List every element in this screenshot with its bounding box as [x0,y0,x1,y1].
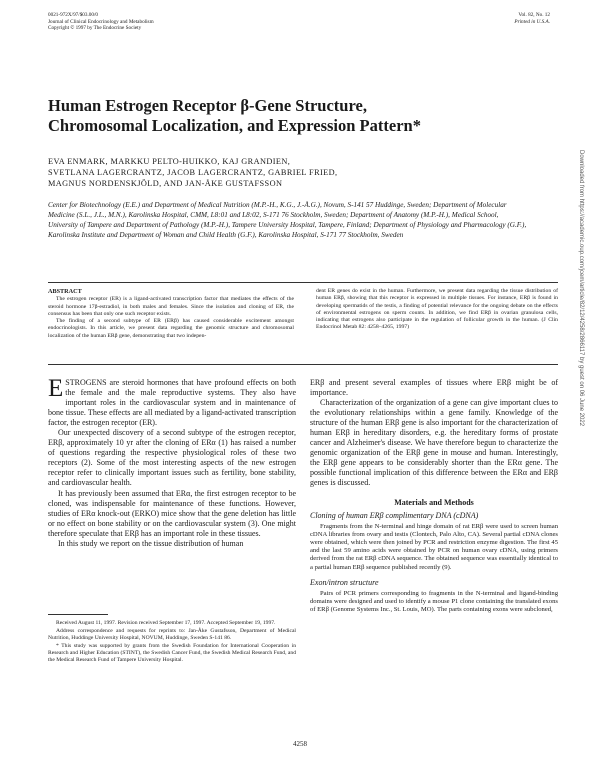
journal-header-left [48,12,154,32]
authors-line-2: SVETLANA LAGERCRANTZ, JACOB LAGERCRANTZ, GABRIEL FRIED, [48,168,338,177]
authors-line-3: MAGNUS NORDENSKJÖLD, AND JAN-ÅKE GUSTAFSSON [48,179,283,188]
intro-paragraph-3: It has previously been assumed that ERα, the first estrogen receptor to be cloned, was indispensable for maintenance of these functions. However, studies of ERα knock-out (ERKO) mice show that the gene deletion has little or no effect on bone stability or on the cardiovascular system (3). One might therefore speculate that ERβ has an important role in these tissues. [48,488,296,538]
intro-paragraph-2: Our unexpected discovery of a second subtype of the estrogen receptor, ERβ, approximately 10 yr after the cloning of ERα (1) has raised a number of questions regarding the respective physiological roles of these two receptors (2). Some of the most interesting aspects of the new estrogen receptor refer to clinically important issues such as fertility, bone stability, and cardiovascular health. [48,428,296,488]
abstract-heading: ABSTRACT [48,288,82,295]
abstract-bottom-rule [48,364,558,365]
abstract-paragraph-1: The estrogen receptor (ER) is a ligand-activated transcription factor that mediates the effects of the steroid hormone 17β-estradiol, in both males and females. Since the isolation and cloning of ER, the consensus has been that only one such receptor exists. [48,296,294,317]
intro-paragraph-6: Characterization of the organization of a gene can give important clues to the evolutionary relationships within a gene family. Knowledge of the structure of the human ERβ gene is also important for the characterization of human ERβ in hereditary disorders, e.g. the hereditary forms of prostate cancer and Alzheimer's disease. We have therefore begun to characterize the genomic organization of the ERβ gene in mouse and human. Interestingly, the ERβ gene appears to be considerably shorter than the ERα gene. The possible functional implication of this difference between the ERα and ERβ genes is discussed. [310,398,558,488]
body-left-column [48,375,296,549]
footnote-received: Received August 11, 1997. Revision received September 17, 1997. Accepted September 19, 1997. [56,620,276,626]
authors-line-1: EVA ENMARK, MARKKU PELTO-HUIKKO, KAJ GRANDIEN, [48,157,291,166]
footnote-rule [48,614,108,615]
intro-paragraph-1 [48,375,296,428]
intro-paragraph-1-text: STROGENS are steroid hormones that have profound effects on both the female and the male reproductive systems. They also have important roles in the cardiovascular system and in maintenance of bone tissue. These effects are all mediated by a ligand-activated transcription factor, the estrogen receptor (ER). [48,378,296,428]
article-title [48,96,528,136]
issn-code: 0021-972X/97/$03.00/0 [48,12,99,18]
affiliations: Center for Biotechnology (E.E.) and Department of Medical Nutrition (M.P.-H., K.G., J.-Å.G.), Novum, S-141 57 Huddinge, Sweden; Department of Molecular Medicine (S.L., J.L., M.N.), Karolinska Hospital, CMM, L8:01 and L8:02, S-171 76 Stockholm, Sweden; Department of Anatomy (M.P.-H.), Medical School, University of Tampere and Department of Pathology (M.P.-H.), Tampere University Hospital, Tampere, Finland; Department of Physiology and Pharmacology (G.F.), Karolinska Institute and Department of Woman and Child Health (G.F.), Karolinska Hospital, S-171 77 Stockholm, Sweden [48,201,527,239]
journal-header-right [514,12,550,25]
methods-paragraph-1: Fragments from the N-terminal and hinge domain of rat ERβ were used to screen human cDNA libraries from ovary and testis (Clontech, Palo Alto, CA). Several partial cDNA clones were obtained, which were then joined by PCR and restriction enzyme digestion. The first 45 and the last 59 amino acids were obtained by PCR on human ovary cDNA, using primers derived from the rat ERβ cDNA sequence. The obtained sequence was essentially identical to a partial human ERβ sequence published recently (9). [310,522,558,571]
download-watermark [574,150,584,590]
subheading-exon-intron: Exon/intron structure [310,577,379,587]
copyright-line: Copyright © 1997 by The Endocrine Society [48,25,142,31]
intro-paragraph-5: ERβ and present several examples of tissues where ERβ might be of importance. [310,378,558,398]
journal-name: Journal of Clinical Endocrinology and Metabolism [48,18,154,25]
title-line-1: Human Estrogen Receptor β-Gene Structure, [48,96,367,115]
methods-paragraph-2: Pairs of PCR primers corresponding to fragments in the N-terminal and ligand-binding domains were designed and used to identify a mouse P1 clone containing the translated exons of ERβ (Genome Systems Inc., St. Louis, MO). The parts containing exons were subcloned, [310,589,558,614]
abstract-top-rule [48,282,558,283]
body-right-column [310,378,558,614]
abstract-paragraph-3: dent ER genes do exist in the human. Furthermore, we present data regarding the tissue distribution of human ERβ, showing that this receptor is expressed in multiple tissues. For instance, ERβ is found in developing spermatids of the testis, a finding of potential relevance for the ongoing debate on the effects of environmental estrogens on sperm counts. In addition, we find ERβ in ovarian granulosa cells, indicating that estrogens also participate in the regulation of follicular growth in the human. (J Clin Endocrinol Metab 82: 4258–4265, 1997) [316,288,558,331]
intro-paragraph-4: In this study we report on the tissue distribution of human [58,538,244,548]
download-note: Downloaded from https://academic.oup.com/jcem/article/82/12/4258/2866117 by guest on 06 June 2022 [578,150,584,427]
footnote-funding: * This study was supported by grants from the Swedish Foundation for International Cooperation in Research and Higher Education (STINT), the Swedish Cancer Fund, the Swedish Medical Research Fund, and the Medical Research Fund of Tampere University Hospital. [48,643,296,664]
title-line-2: Chromosomal Localization, and Expression Pattern* [48,116,421,135]
printed-in: Printed in U.S.A. [514,18,550,25]
abstract-right-column [316,288,558,332]
volume-info: Vol. 82, No. 12 [518,12,550,18]
footnotes [48,620,296,666]
section-heading-methods: Materials and Methods [394,497,474,507]
page-number: 4258 [293,740,307,748]
footnote-correspondence: Address correspondence and requests for reprints to: Jan-Åke Gustafsson, Department of Medical Nutrition, Huddinge University Hospital, NOVUM, Huddinge, Sweden S-141 86. [48,628,296,642]
subheading-cdna-cloning: Cloning of human ERβ complimentary DNA (cDNA) [310,510,479,520]
abstract-paragraph-2: The finding of a second subtype of ER (ERβ) has caused considerable excitement amongst endocrinologists. In this article, we present data regarding the genomic structure and chromosomal localization of the human ERβ gene, demonstrating that two indepen- [48,318,294,339]
author-list [48,156,528,189]
drop-cap: E [48,375,64,402]
abstract-left-column [48,288,294,340]
